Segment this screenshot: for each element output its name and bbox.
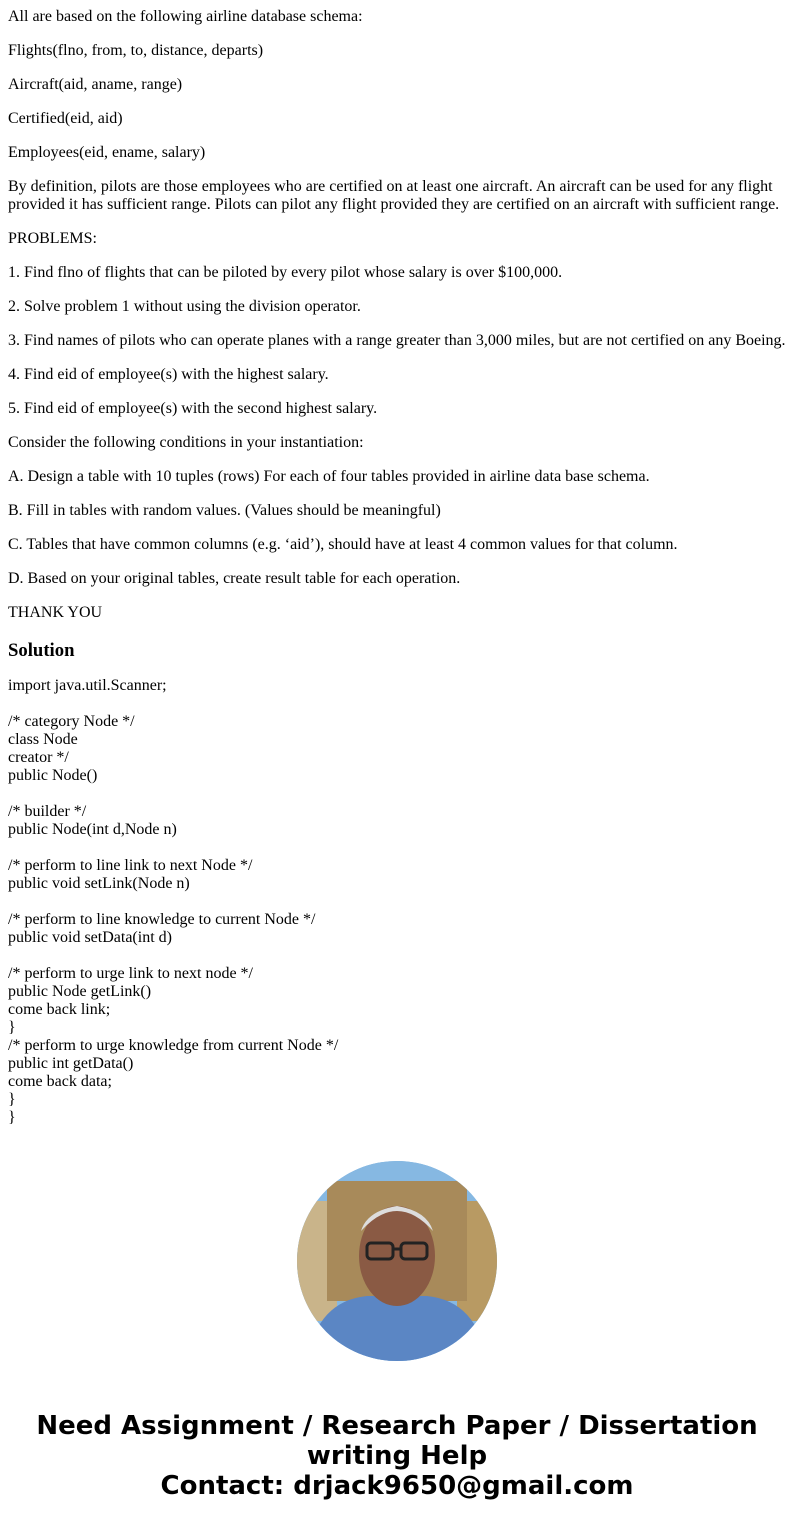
code-line: /* perform to line link to next Node */: [8, 857, 253, 874]
question-paragraph: By definition, pilots are those employees who are certified on at least one aircraft. An aircraft can be used for any flight provided it has sufficient range. Pilots can pilot any flight provided they are certified on an aircraft with sufficient range.: [8, 178, 780, 213]
code-line: public Node(int d,Node n): [8, 821, 177, 838]
code-line: [8, 785, 786, 803]
question-section: [8, 8, 786, 622]
question-paragraph: D. Based on your original tables, create result table for each operation.: [8, 570, 461, 587]
question-paragraph: 3. Find names of pilots who can operate planes with a range greater than 3,000 miles, but are not certified on any Boeing.: [8, 332, 786, 349]
question-paragraph: B. Fill in tables with random values. (Values should be meaningful): [8, 502, 441, 519]
author-photo: [297, 1161, 497, 1361]
code-line: /* perform to line knowledge to current Node */: [8, 911, 316, 928]
solution-intro: import java.util.Scanner;: [8, 677, 167, 694]
question-paragraph: 2. Solve problem 1 without using the division operator.: [8, 298, 361, 315]
question-paragraph: Consider the following conditions in your instantiation:: [8, 434, 364, 451]
question-paragraph: THANK YOU: [8, 604, 103, 621]
question-paragraph: 4. Find eid of employee(s) with the highest salary.: [8, 366, 329, 383]
code-line: [8, 839, 786, 857]
solution-code: [8, 713, 786, 1153]
contact-footer: [0, 1411, 794, 1501]
code-line: public void setData(int d): [8, 929, 172, 946]
question-paragraph: All are based on the following airline database schema:: [8, 8, 363, 25]
code-line: come back data;: [8, 1073, 112, 1090]
code-line: }: [8, 1109, 16, 1126]
document-body: [0, 8, 794, 1153]
code-line: /* category Node */: [8, 713, 135, 730]
question-paragraph: Employees(eid, ename, salary): [8, 144, 206, 161]
footer-contact: Contact: drjack9650@gmail.com: [160, 1471, 634, 1501]
footer-line-1: Need Assignment / Research Paper / Dissertation: [36, 1411, 758, 1441]
question-paragraph: Certified(eid, aid): [8, 110, 123, 127]
code-line: /* builder */: [8, 803, 87, 820]
question-paragraph: 5. Find eid of employee(s) with the second highest salary.: [8, 400, 378, 417]
code-line: class Node: [8, 731, 78, 748]
code-line: public Node getLink(): [8, 983, 152, 1000]
code-line: come back link;: [8, 1001, 111, 1018]
footer-line-2: writing Help: [306, 1441, 488, 1471]
code-line: }: [8, 1019, 16, 1036]
question-paragraph: 1. Find flno of flights that can be piloted by every pilot whose salary is over $100,000.: [8, 264, 563, 281]
question-paragraph: C. Tables that have common columns (e.g. ‘aid’), should have at least 4 common values for that column.: [8, 536, 678, 553]
question-paragraph: Flights(flno, from, to, distance, departs): [8, 42, 264, 59]
question-paragraph: Aircraft(aid, aname, range): [8, 76, 183, 93]
code-line: /* perform to urge link to next node */: [8, 965, 253, 982]
code-line: }: [8, 1091, 16, 1108]
code-line: [8, 893, 786, 911]
question-paragraph: A. Design a table with 10 tuples (rows) For each of four tables provided in airline data base schema.: [8, 468, 650, 485]
code-line: /* perform to urge knowledge from current Node */: [8, 1037, 339, 1054]
code-line: creator */: [8, 749, 69, 766]
code-line: public void setLink(Node n): [8, 875, 190, 892]
code-line: [8, 947, 786, 965]
solution-heading: Solution: [8, 640, 75, 661]
code-line: public Node(): [8, 767, 98, 784]
question-paragraph: PROBLEMS:: [8, 230, 97, 247]
code-line: public int getData(): [8, 1055, 134, 1072]
